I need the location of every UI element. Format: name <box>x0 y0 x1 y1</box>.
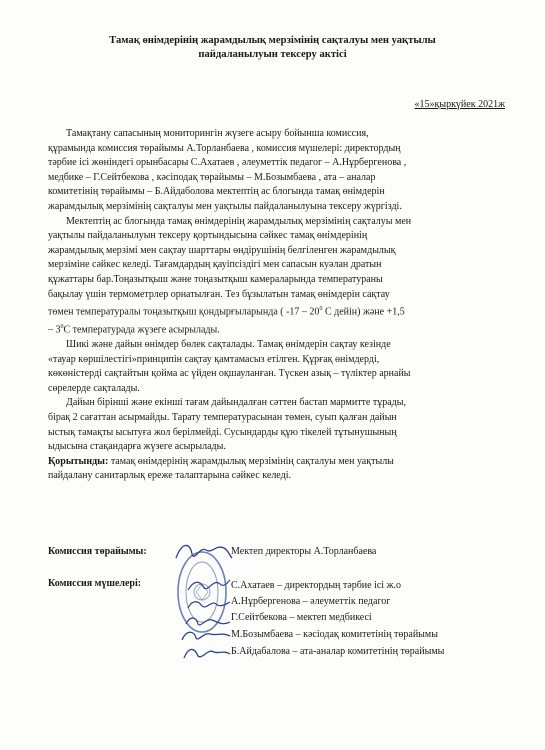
text-line: жарамдылық мерзімінің сақталуы мен уақтылы пайдаланылуына тексеру жүргізді. <box>48 200 402 212</box>
text-line: «тауар көршілестігі»принципін сақтау қамтамасыз етілген. Құрғақ өнімдерді, <box>48 353 380 365</box>
text-line: бақылау үшін термометрлер орнатылған. Тез бұзылатын тамақ өнімдерін сақтау <box>48 288 390 300</box>
members-label: Комиссия мүшелері: <box>48 578 142 589</box>
date-month-year: қыркүйек 2021ж <box>434 99 505 110</box>
title-line-1: Тамақ өнімдерінің жарамдылық мерзімінің сақталуы мен уақтылы <box>109 35 436 46</box>
conclusion-text: пайдалану санитарлық ереже талаптарына сәйкес келеді. <box>48 470 291 482</box>
text-line: Дайын бірінші және екінші тағам дайындалған сәттен бастап мармитте тұрады, <box>66 397 406 409</box>
chair-name: Мектеп директоры А.Торланбаева <box>231 546 377 557</box>
conclusion <box>48 455 500 484</box>
member-signature-1 <box>186 576 232 594</box>
member-item: М.Бозымбаева – кәсіодақ комитетінің төрайымы <box>231 629 438 640</box>
text-line: мерзіміне сәйкес келеді. Тағамдардың қауіпсіздігі мен сапасын куәлан дратын <box>48 259 382 271</box>
text-line: уақтылы пайдаланылуын тексеру қортындысына сәйкес тамақ өнімдерінің <box>48 230 368 242</box>
paragraph-4 <box>48 396 500 454</box>
chair-label: Комиссия төрайымы: <box>48 546 147 557</box>
member-item: А.Нұрбергенова – әлеуметтік педагог <box>231 596 391 607</box>
members-row <box>48 578 141 590</box>
date-day: «15» <box>414 99 435 110</box>
text-line: медбике – Г.Сейтбекова , кәсіподақ төрайымы – М.Бозымбаева , ата – аналар <box>48 171 376 183</box>
text-line: ыстық тамақты ысытуға жол берілмейді. Сусындарды құю тікелей тұтынушының <box>48 426 397 438</box>
conclusion-text: тамақ өнімдерінің жарамдылық мерзімінің сақталуы мен уақтылы <box>108 455 394 467</box>
chair-signature <box>172 540 234 566</box>
text-line: Тамақтану сапасының мониторингін жүзеге асыру бойынша комиссия, <box>66 128 369 139</box>
title-line-2: пайдаланылуын тексеру актісі <box>198 49 347 60</box>
text-line: ыдысына стақандарға жүзеге асырылады. <box>48 441 226 453</box>
text-line: тәрбие ісі жөніндегі орынбасары С.Ахатаев , әлеуметтік педагог – А.Нұрбергенова , <box>48 157 407 169</box>
text-line: құжаттары бар.Тоңазытқыш және тоңазытқыш камераларында температураны <box>48 273 383 285</box>
paragraph-3 <box>48 338 500 396</box>
text-line: комитетінің төрайымы – Б.Айдаболова мектептің ас блогында тамақ өнімдерін <box>48 186 385 198</box>
text-line: құрамында комиссия төрайымы А.Торланбаева , комиссия мүшелері: директордың <box>48 142 401 154</box>
member-signature-5 <box>182 644 232 662</box>
text-line: сөрелерде сақталады. <box>48 382 140 394</box>
document-date <box>415 99 506 111</box>
member-signature-4 <box>180 628 232 644</box>
member-item: Г.Сейтбекова – мектеп медбикесі <box>231 612 372 623</box>
text-line: бірақ 2 сағаттан асырмайды. Тарату температурасынан төмен, суып қалған дайын <box>48 411 397 423</box>
degree-superscript: 0 <box>60 324 64 331</box>
text-line: жарамдылық мерзімі мен сақтау шарттары өндірушінің белгіленген жарамдылық <box>48 244 396 256</box>
document-title <box>40 34 505 62</box>
text-line: Мектептің ас блогында тамақ өнімдерінің жарамдылық мерзімінің сақталуы мен <box>66 215 412 227</box>
text-line: С температурада жүзеге асырылады. <box>63 324 220 336</box>
paragraph-2 <box>48 215 500 338</box>
conclusion-label: Қорытынды: <box>48 455 109 467</box>
member-signature-2 <box>186 596 232 612</box>
text-line: Шикі және дайын өнімдер бөлек сақталады. Тамақ өнімдерін сақтау кезінде <box>66 338 391 350</box>
chair-row <box>48 546 147 558</box>
member-item: Б.Айдабалова – ата-аналар комитетінің төрайымы <box>231 646 445 657</box>
document-body <box>48 127 500 484</box>
text-line: төмен температуралы тоңазытқыш қондырғыларында ( -17 – 20 <box>48 306 320 318</box>
member-item: С.Ахатаев – директордың тәрбие ісі ж.о <box>231 580 401 591</box>
text-line: С дейін) және +1,5 <box>322 306 405 318</box>
text-line: – 3 <box>48 324 61 336</box>
paragraph-1 <box>48 127 500 215</box>
degree-superscript: 0 <box>319 306 323 313</box>
text-line: көкөністерді сақтайтын қойма ас үйден оқшауланған. Түскен азық – түліктер арнайы <box>48 368 411 380</box>
